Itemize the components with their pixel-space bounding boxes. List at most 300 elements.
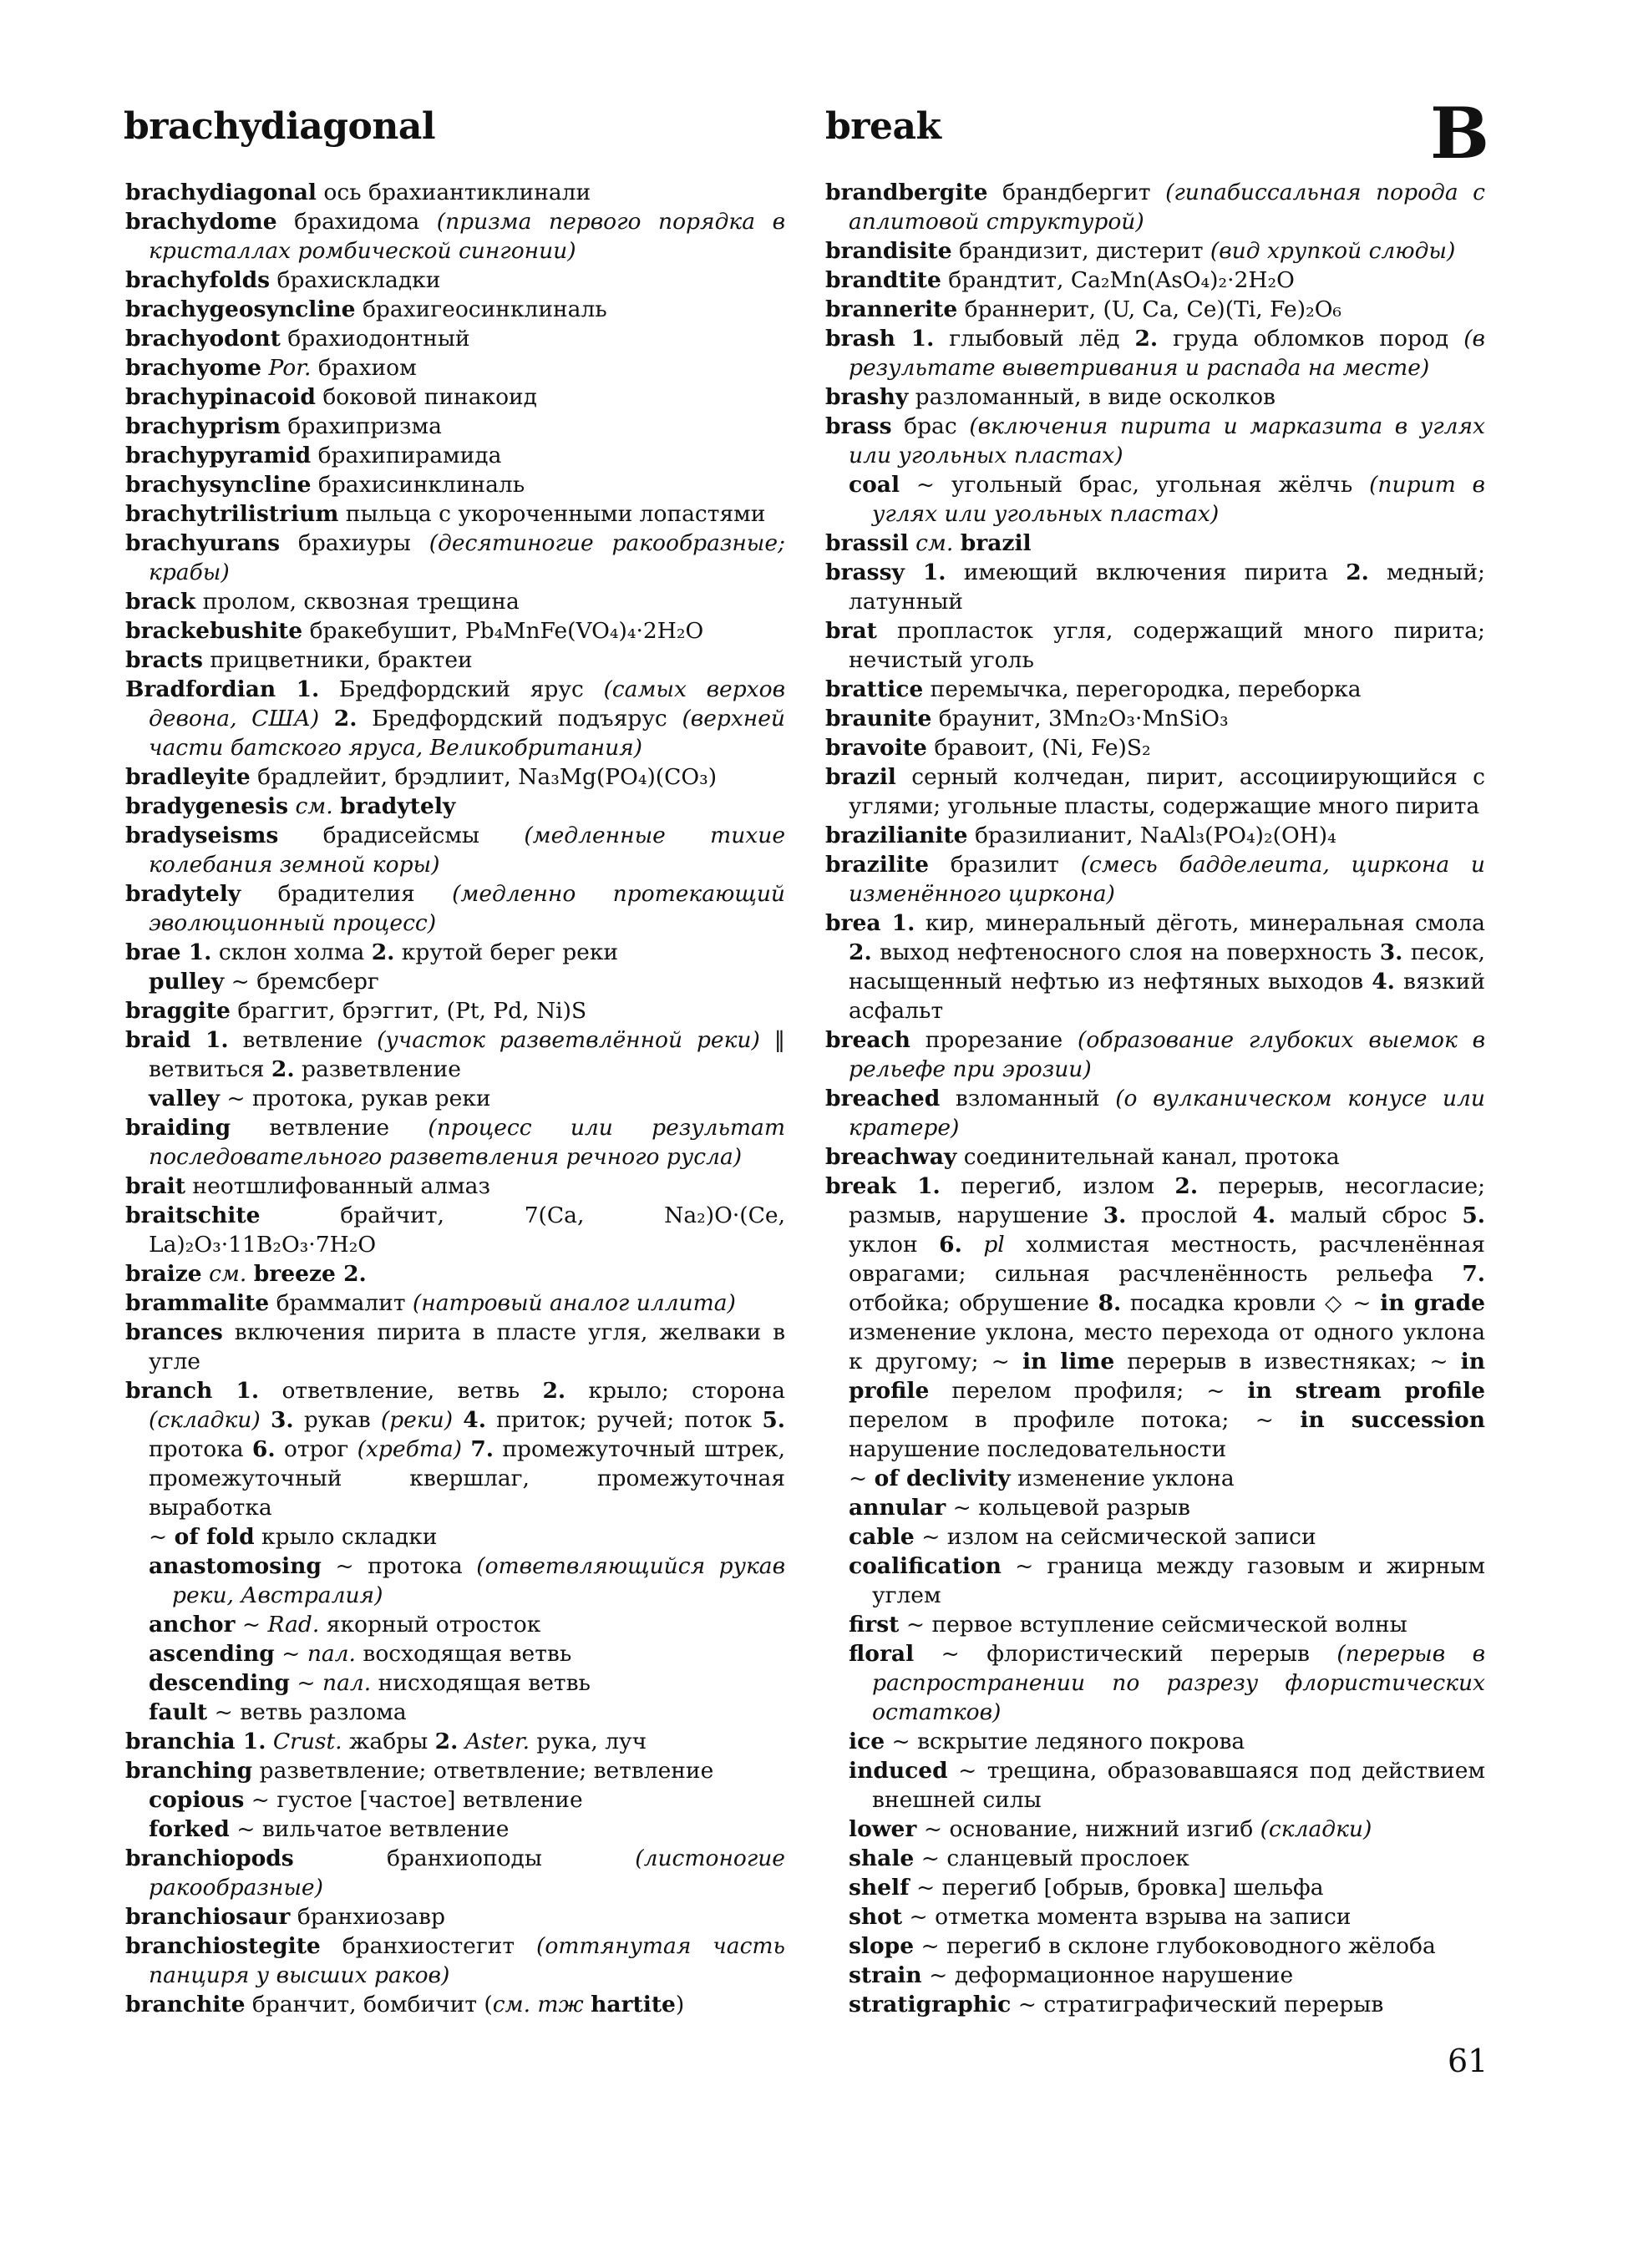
sub-entry xyxy=(125,1084,785,1113)
dictionary-entry xyxy=(825,704,1485,733)
headword: 4. xyxy=(1372,969,1395,995)
gloss-note: (верхней части батского яруса, Великобритания) xyxy=(149,706,785,761)
sub-entry xyxy=(825,1873,1485,1902)
gloss-note: (складки) xyxy=(1260,1816,1372,1842)
headword: brazil xyxy=(825,764,896,790)
definition-text: груда обломков пород xyxy=(1158,326,1464,352)
dictionary-entry xyxy=(125,1376,785,1522)
definition-text: промежуточный штрек, промежуточный квершлаг, промежуточная выработка xyxy=(149,1436,785,1521)
headword: brachyodont xyxy=(125,326,281,352)
headword: brea 1. xyxy=(825,910,915,936)
dictionary-entry xyxy=(825,295,1485,324)
dictionary-entry xyxy=(825,1025,1485,1084)
sub-entry xyxy=(125,1785,785,1815)
gloss-note: см. xyxy=(915,530,954,556)
headword: 7. xyxy=(470,1436,494,1462)
gloss-note: (гипабиссальная порода с аплитовой структурой) xyxy=(849,180,1485,235)
gloss-note: пал. xyxy=(307,1641,356,1667)
gloss-note: (процесс или результат последовательного разветвления речного русла) xyxy=(149,1115,785,1170)
sub-entry xyxy=(825,470,1485,529)
dictionary-entry xyxy=(125,266,785,295)
headword: first xyxy=(849,1612,900,1638)
headword: lower xyxy=(849,1816,917,1842)
headword: 2. xyxy=(542,1378,566,1404)
headword: in stream profile xyxy=(1247,1378,1485,1404)
dictionary-entry xyxy=(125,207,785,266)
definition-text: ~ xyxy=(849,1466,875,1491)
dictionary-entry xyxy=(125,1844,785,1902)
gloss-note: (перерыв в распространении по разрезу флористических остатков) xyxy=(872,1641,1485,1725)
headword: strain xyxy=(849,1962,922,1988)
right-column xyxy=(825,178,1485,2019)
definition-text: перелом в профиле потока; ~ xyxy=(849,1407,1301,1433)
headword: brazilite xyxy=(825,852,930,878)
headword: brashy xyxy=(825,384,909,410)
headword: brachyfolds xyxy=(125,267,271,293)
headword: brash 1. xyxy=(825,326,935,352)
definition-text: ~ флористический перерыв xyxy=(914,1641,1337,1667)
dictionary-entry xyxy=(125,1318,785,1376)
headword: 3. xyxy=(270,1407,294,1433)
definition-text xyxy=(202,1261,209,1287)
definition-text: ~ стратиграфический перерыв xyxy=(1011,1992,1384,2017)
definition-text: холмистая местность, расчленённая оврагами; сильная расчленённость рельефа xyxy=(849,1232,1485,1287)
gloss-note: Rad. xyxy=(267,1612,320,1638)
gloss-note: (о вулканическом конусе или кратере) xyxy=(849,1086,1485,1141)
gloss-note: (пирит в углях или угольных пластах) xyxy=(872,472,1485,527)
headword: breached xyxy=(825,1086,941,1111)
headword: branch 1. xyxy=(125,1378,260,1404)
definition-text: ~ бремсберг xyxy=(224,969,379,995)
headword: forked xyxy=(149,1816,230,1842)
dictionary-entry xyxy=(125,1902,785,1931)
headword: 6. xyxy=(251,1436,276,1462)
definition-text: ~ первое вступление сейсмической волны xyxy=(899,1612,1407,1638)
headword: branchiopods xyxy=(125,1845,294,1871)
sub-entry xyxy=(825,1464,1485,1493)
definition-text: песок, насыщенный нефтью из нефтяных выходов xyxy=(849,939,1485,995)
headword: in succession xyxy=(1300,1407,1486,1433)
headword: slope xyxy=(849,1933,915,1959)
definition-text xyxy=(266,1729,272,1754)
gloss-note: Aster. xyxy=(464,1729,530,1754)
definition-text: брадителия xyxy=(241,881,453,907)
gloss-note: (медленно протекающий эволюционный процесс) xyxy=(149,881,786,936)
headword: brattice xyxy=(825,676,924,702)
sub-entry xyxy=(825,1815,1485,1844)
headword: brazil xyxy=(960,530,1032,556)
dictionary-entry xyxy=(825,382,1485,412)
gloss-note: см. xyxy=(209,1261,247,1287)
definition-text: брандизит, дистерит xyxy=(951,238,1210,264)
sub-entry xyxy=(125,1815,785,1844)
headword: braid 1. xyxy=(125,1027,229,1053)
definition-text: брахиом xyxy=(311,355,417,381)
headword: brachypinacoid xyxy=(125,384,316,410)
definition-text: кир, минеральный дёготь, минеральная смола xyxy=(915,910,1485,936)
definition-text: ) xyxy=(675,1992,685,2017)
definition-text: ~ густое [частое] ветвление xyxy=(244,1787,583,1813)
headword: 3. xyxy=(1103,1202,1127,1228)
definition-text: ~ угольный брас, угольная жёлчь xyxy=(900,472,1370,498)
headword: brachygeosyncline xyxy=(125,296,356,322)
headword: braunite xyxy=(825,706,932,732)
gloss-note: (вид хрупкой слюды) xyxy=(1210,238,1456,264)
headword: break 1. xyxy=(825,1173,941,1199)
definition-text: ~ перегиб в склоне глубоководного жёлоба xyxy=(914,1933,1436,1959)
headword: annular xyxy=(849,1495,946,1521)
definition-text: браннерит, (U, Ca, Ce)(Ti, Fe)₂O₆ xyxy=(957,296,1342,322)
gloss-note: Por. xyxy=(268,355,312,381)
definition-text: перерыв в известняках; ~ xyxy=(1114,1349,1461,1374)
definition-text xyxy=(261,1407,271,1433)
headword: coalification xyxy=(849,1553,1002,1579)
dictionary-entry xyxy=(125,762,785,792)
headword: bravoite xyxy=(825,735,927,761)
definition-text: ~ xyxy=(235,1612,268,1638)
headword: shot xyxy=(849,1904,903,1930)
definition-text: крыло; сторона xyxy=(565,1378,785,1404)
headword: anchor xyxy=(149,1612,236,1638)
dictionary-entry xyxy=(825,675,1485,704)
definition-text: ~ граница между газовым и жирным углем xyxy=(872,1553,1485,1608)
headword: 4. xyxy=(1252,1202,1276,1228)
gloss-note: (ответвляющийся рукав реки, Австралия) xyxy=(172,1553,785,1608)
sub-entry xyxy=(825,1844,1485,1873)
dictionary-entry xyxy=(125,996,785,1025)
headword: brandbergite xyxy=(825,180,988,205)
definition-text: бразилит xyxy=(929,852,1081,878)
headword: brack xyxy=(125,589,196,615)
definition-text: брахидома xyxy=(276,209,437,235)
definition-text: брадисейсмы xyxy=(278,823,525,848)
definition-text: ~ трещина, образовавшаяся под действием внешней силы xyxy=(872,1758,1485,1813)
sub-entry xyxy=(825,1522,1485,1552)
gloss-note: (хребта) xyxy=(357,1436,463,1462)
headword: 4. xyxy=(463,1407,486,1433)
headword: 7. xyxy=(1462,1261,1485,1287)
headword: breach xyxy=(825,1027,910,1053)
definition-text: браунит, 3Mn₂O₃·MnSiO₃ xyxy=(931,706,1229,732)
dictionary-entry xyxy=(125,1172,785,1201)
headword: brannerite xyxy=(825,296,958,322)
dictionary-entry xyxy=(825,1084,1485,1142)
definition-text: ~ кольцевой разрыв xyxy=(946,1495,1190,1521)
dictionary-entry xyxy=(125,1201,785,1259)
dictionary-entry xyxy=(125,1931,785,1990)
headword: brandtite xyxy=(825,267,941,293)
definition-text: изменение уклона xyxy=(1010,1466,1235,1491)
headword: 2. xyxy=(1134,326,1159,352)
definition-text: вязкий асфальт xyxy=(849,969,1485,1024)
definition-text: пролом, сквозная трещина xyxy=(195,589,520,615)
definition-text: изменение уклона, место перехода от одного уклона к другому; ~ xyxy=(849,1319,1485,1374)
definition-text xyxy=(909,530,915,556)
dictionary-entry xyxy=(125,382,785,412)
definition-text: отбойка; обрушение xyxy=(849,1290,1098,1316)
headword: descending xyxy=(149,1670,290,1696)
definition-text xyxy=(453,1407,463,1433)
definition-text: брахиуры xyxy=(280,530,429,556)
dictionary-entry xyxy=(125,938,785,967)
headword: coal xyxy=(849,472,900,498)
definition-text: глыбовый лёд xyxy=(934,326,1135,352)
headword: valley xyxy=(149,1086,220,1111)
dictionary-entry xyxy=(125,529,785,587)
headword: brachyurans xyxy=(125,530,281,556)
headword: of fold xyxy=(174,1524,255,1550)
headword: bradleyite xyxy=(125,764,251,790)
sub-entry xyxy=(825,1961,1485,1990)
definition-text: брас xyxy=(891,413,970,439)
headword: brachyprism xyxy=(125,413,281,439)
definition-text: брахипризма xyxy=(280,413,442,439)
definition-text: Бредфордский ярус xyxy=(319,676,604,702)
headword: bradytely xyxy=(125,881,241,907)
definition-text: нарушение последовательности xyxy=(849,1436,1227,1462)
headword: braggite xyxy=(125,998,231,1024)
left-column xyxy=(125,178,785,2019)
definition-text: рука, луч xyxy=(530,1729,647,1754)
dictionary-entry xyxy=(125,441,785,470)
dictionary-entry xyxy=(825,909,1485,1025)
dictionary-entry xyxy=(825,529,1485,558)
definition-text: якорный отросток xyxy=(319,1612,541,1638)
gloss-note: (участок разветвлённой реки) xyxy=(377,1027,760,1053)
headword: in profile xyxy=(849,1349,1486,1404)
headword: 2. xyxy=(434,1729,459,1754)
dictionary-entry xyxy=(125,324,785,353)
definition-text xyxy=(319,706,334,732)
dictionary-entry xyxy=(125,616,785,645)
definition-text: неотшлифованный алмаз xyxy=(185,1173,490,1199)
definition-text: ~ xyxy=(289,1670,323,1696)
definition-text: брахигеосинклиналь xyxy=(355,296,607,322)
headword: in lime xyxy=(1022,1349,1115,1374)
definition-text: имеющий включения пирита xyxy=(946,559,1347,585)
definition-text: малый сброс xyxy=(1276,1202,1463,1228)
dictionary-entry xyxy=(825,236,1485,266)
dictionary-entry xyxy=(825,616,1485,675)
dictionary-entry xyxy=(825,178,1485,236)
definition-text: протока xyxy=(149,1436,252,1462)
sub-entry xyxy=(125,1668,785,1698)
headword: 5. xyxy=(1462,1202,1485,1228)
definition-text: разветвление xyxy=(294,1056,461,1082)
dictionary-entry xyxy=(125,353,785,382)
sub-entry xyxy=(125,1610,785,1639)
definition-text: брахисинклиналь xyxy=(311,472,525,498)
headword: brachyome xyxy=(125,355,262,381)
headword: 3. xyxy=(1379,939,1403,965)
definition-text xyxy=(462,1436,470,1462)
definition-text xyxy=(333,793,340,819)
definition-text: взломанный xyxy=(940,1086,1116,1111)
definition-text: браггит, брэггит, (Pt, Pd, Ni)S xyxy=(230,998,587,1024)
gloss-note: см. тж xyxy=(492,1992,584,2017)
gloss-note: Crust. xyxy=(272,1729,342,1754)
headword: ascending xyxy=(149,1641,275,1667)
sub-entry xyxy=(825,1727,1485,1756)
headword: 2. xyxy=(849,939,872,965)
definition-text: Бредфордский подъярус xyxy=(357,706,682,732)
dictionary-entry xyxy=(125,470,785,499)
headword: brazilianite xyxy=(825,823,968,848)
definition-text: бразилианит, NaAl₃(PO₄)₂(OH)₄ xyxy=(967,823,1336,848)
headword: 2. xyxy=(333,706,358,732)
definition-text: крыло складки xyxy=(254,1524,438,1550)
definition-text: восходящая ветвь xyxy=(355,1641,572,1667)
definition-text: ось брахиантиклинали xyxy=(316,180,591,205)
headword: bradyseisms xyxy=(125,823,279,848)
gloss-note: (натровый аналог иллита) xyxy=(412,1290,736,1316)
definition-text: ~ деформационное нарушение xyxy=(921,1962,1294,1988)
headword: brait xyxy=(125,1173,185,1199)
dictionary-entry xyxy=(125,1259,785,1288)
headword: anastomosing xyxy=(149,1553,322,1579)
definition-text: отрог xyxy=(275,1436,358,1462)
definition-text: выход нефтеносного слоя на поверхность xyxy=(871,939,1380,965)
sub-entry xyxy=(125,967,785,996)
definition-text: ~ протока xyxy=(321,1553,477,1579)
headword: brammalite xyxy=(125,1290,270,1316)
dictionary-entry xyxy=(825,412,1485,470)
headword: brat xyxy=(825,618,877,644)
definition-text: ~ перегиб [обрыв, бровка] шельфа xyxy=(909,1875,1324,1901)
definition-text: ~ протока, рукав реки xyxy=(219,1086,491,1111)
definition-text: ~ сланцевый прослоек xyxy=(914,1845,1189,1871)
headword: of declivity xyxy=(874,1466,1011,1491)
running-head-right: break xyxy=(825,105,941,148)
headword: bracts xyxy=(125,647,203,673)
headword: stratigraphic xyxy=(849,1992,1012,2017)
headword: branchiostegite xyxy=(125,1933,321,1959)
definition-text: уклон xyxy=(849,1232,940,1258)
gloss-note: (оттянутая часть панциря у высших раков) xyxy=(149,1933,785,1988)
definition-text: прорезание xyxy=(910,1027,1078,1053)
definition-text: брайчит, 7(Ca, Na₂)O·(Ce, La)₂O₃·11B₂O₃·7H₂O xyxy=(149,1202,785,1258)
definition-text: перерыв, несогласие; размыв, нарушение xyxy=(849,1173,1485,1228)
headword: braize xyxy=(125,1261,202,1287)
gloss-note: (реки) xyxy=(380,1407,454,1433)
headword: brachytrilistrium xyxy=(125,501,339,527)
definition-text: боковой пинакоид xyxy=(315,384,537,410)
headword: brass xyxy=(825,413,892,439)
headword: brae 1. xyxy=(125,939,212,965)
definition-text: перегиб, излом xyxy=(940,1173,1175,1199)
headword: 2. xyxy=(1174,1173,1199,1199)
dictionary-entry xyxy=(125,587,785,616)
definition-text: брахипирамида xyxy=(311,443,502,468)
headword: 2. xyxy=(271,1056,295,1082)
headword: 5. xyxy=(762,1407,785,1433)
definition-text: нисходящая ветвь xyxy=(371,1670,591,1696)
definition-text: жабры xyxy=(342,1729,435,1754)
definition-text xyxy=(584,1992,591,2017)
definition-text: ветвление xyxy=(231,1115,429,1141)
headword: branching xyxy=(125,1758,253,1784)
dictionary-entry xyxy=(125,295,785,324)
dictionary-entry xyxy=(825,850,1485,909)
definition-text: крутой берег реки xyxy=(394,939,619,965)
headword: brances xyxy=(125,1319,223,1345)
dictionary-entry xyxy=(125,1727,785,1756)
definition-text xyxy=(953,530,960,556)
definition-text: ~ излом на сейсмической записи xyxy=(914,1524,1316,1550)
dictionary-entry xyxy=(825,324,1485,382)
headword: Bradfordian 1. xyxy=(125,676,320,702)
dictionary-entry xyxy=(125,792,785,821)
gloss-note: (образование глубоких выемок в рельефе при эрозии) xyxy=(849,1027,1485,1082)
gloss-note: (смесь бадделеита, циркона и изменённого циркона) xyxy=(849,852,1485,907)
sub-entry xyxy=(125,1639,785,1668)
running-head-left: brachydiagonal xyxy=(124,105,436,148)
definition-text: прицветники, брактеи xyxy=(202,647,473,673)
definition-text: серный колчедан, пирит, ассоциирующийся с углями; угольные пласты, содержащие много пирита xyxy=(849,764,1485,819)
headword: brachysyncline xyxy=(125,472,312,498)
headword: shale xyxy=(849,1845,915,1871)
headword: braitschite xyxy=(125,1202,261,1228)
dictionary-entry xyxy=(825,821,1485,850)
headword: 8. xyxy=(1098,1290,1122,1316)
definition-text: ~ xyxy=(149,1524,175,1550)
dictionary-entry xyxy=(825,1142,1485,1172)
headword: fault xyxy=(149,1699,208,1725)
headword: cable xyxy=(849,1524,915,1550)
definition-text: бранхиозавр xyxy=(290,1904,445,1930)
dictionary-entry xyxy=(125,1288,785,1318)
dictionary-entry xyxy=(825,266,1485,295)
sub-entry xyxy=(825,1493,1485,1522)
headword: brassy 1. xyxy=(825,559,946,585)
headword: branchite xyxy=(125,1992,246,2017)
definition-text: бравоит, (Ni, Fe)S₂ xyxy=(926,735,1151,761)
headword: brackebushite xyxy=(125,618,303,644)
dictionary-entry xyxy=(125,879,785,938)
headword: hartite xyxy=(591,1992,676,2017)
gloss-note: (медленные тихие колебания земной коры) xyxy=(149,823,785,878)
headword: branchia 1. xyxy=(125,1729,266,1754)
section-letter: B xyxy=(1430,92,1489,175)
headword: floral xyxy=(849,1641,915,1667)
dictionary-entry xyxy=(825,762,1485,821)
sub-entry xyxy=(125,1552,785,1610)
definition-text: пыльца с укороченными лопастями xyxy=(338,501,766,527)
gloss-note: см. xyxy=(295,793,333,819)
headword: braiding xyxy=(125,1115,231,1141)
gloss-note: (самых верхов девона, США) xyxy=(149,676,785,732)
page-number: 61 xyxy=(1448,2043,1489,2079)
definition-text xyxy=(962,1232,984,1258)
headword: breachway xyxy=(825,1144,957,1170)
definition-text: склон холма xyxy=(211,939,372,965)
headword: copious xyxy=(149,1787,245,1813)
dictionary-entry xyxy=(125,499,785,529)
dictionary-entry xyxy=(125,412,785,441)
definition-text: ~ вскрытие ледяного покрова xyxy=(885,1729,1245,1754)
definition-text: бранхиостегит xyxy=(320,1933,536,1959)
headword: bradytely xyxy=(340,793,456,819)
headword: branchiosaur xyxy=(125,1904,291,1930)
definition-text: ~ отметка момента взрыва на записи xyxy=(902,1904,1352,1930)
gloss-note: (десятиногие ракообразные; крабы) xyxy=(149,530,785,585)
headword: brachydome xyxy=(125,209,277,235)
sub-entry xyxy=(125,1522,785,1552)
definition-text: пропласток угля, содержащий много пирита; нечистый уголь xyxy=(849,618,1485,673)
definition-text: брандтит, Ca₂Mn(AsO₄)₂·2H₂O xyxy=(941,267,1295,293)
sub-entry xyxy=(825,1639,1485,1727)
dictionary-entry xyxy=(125,1756,785,1785)
